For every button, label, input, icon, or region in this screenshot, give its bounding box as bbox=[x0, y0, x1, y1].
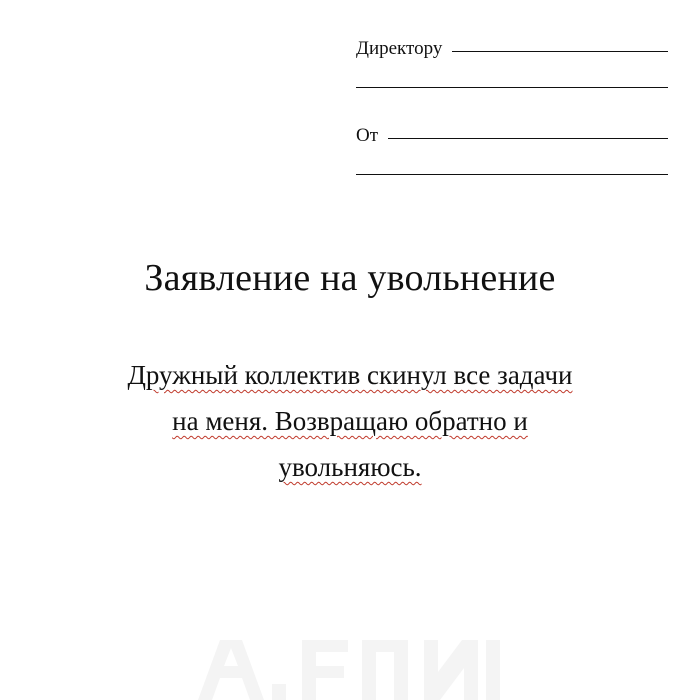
document-title: Заявление на увольнение bbox=[144, 257, 556, 299]
body-line bbox=[60, 398, 640, 444]
from-label: От bbox=[356, 125, 379, 146]
director-label: Директору bbox=[356, 38, 443, 59]
body-line bbox=[60, 444, 640, 490]
addressee-block bbox=[356, 28, 668, 175]
director-blank-line bbox=[452, 51, 668, 52]
director-second-line bbox=[356, 87, 668, 88]
body-line bbox=[60, 352, 640, 398]
body-text: на меня. Возвращаю обратно и bbox=[172, 406, 528, 436]
from-second-line bbox=[356, 174, 668, 175]
from-blank-line bbox=[388, 138, 668, 139]
body-text: Дружный коллектив скинул все задачи bbox=[127, 360, 573, 390]
from-row bbox=[356, 115, 668, 146]
director-row bbox=[356, 28, 668, 59]
faded-watermark bbox=[180, 622, 520, 700]
body-text: увольняюсь. bbox=[278, 452, 422, 482]
document-body bbox=[60, 352, 640, 490]
